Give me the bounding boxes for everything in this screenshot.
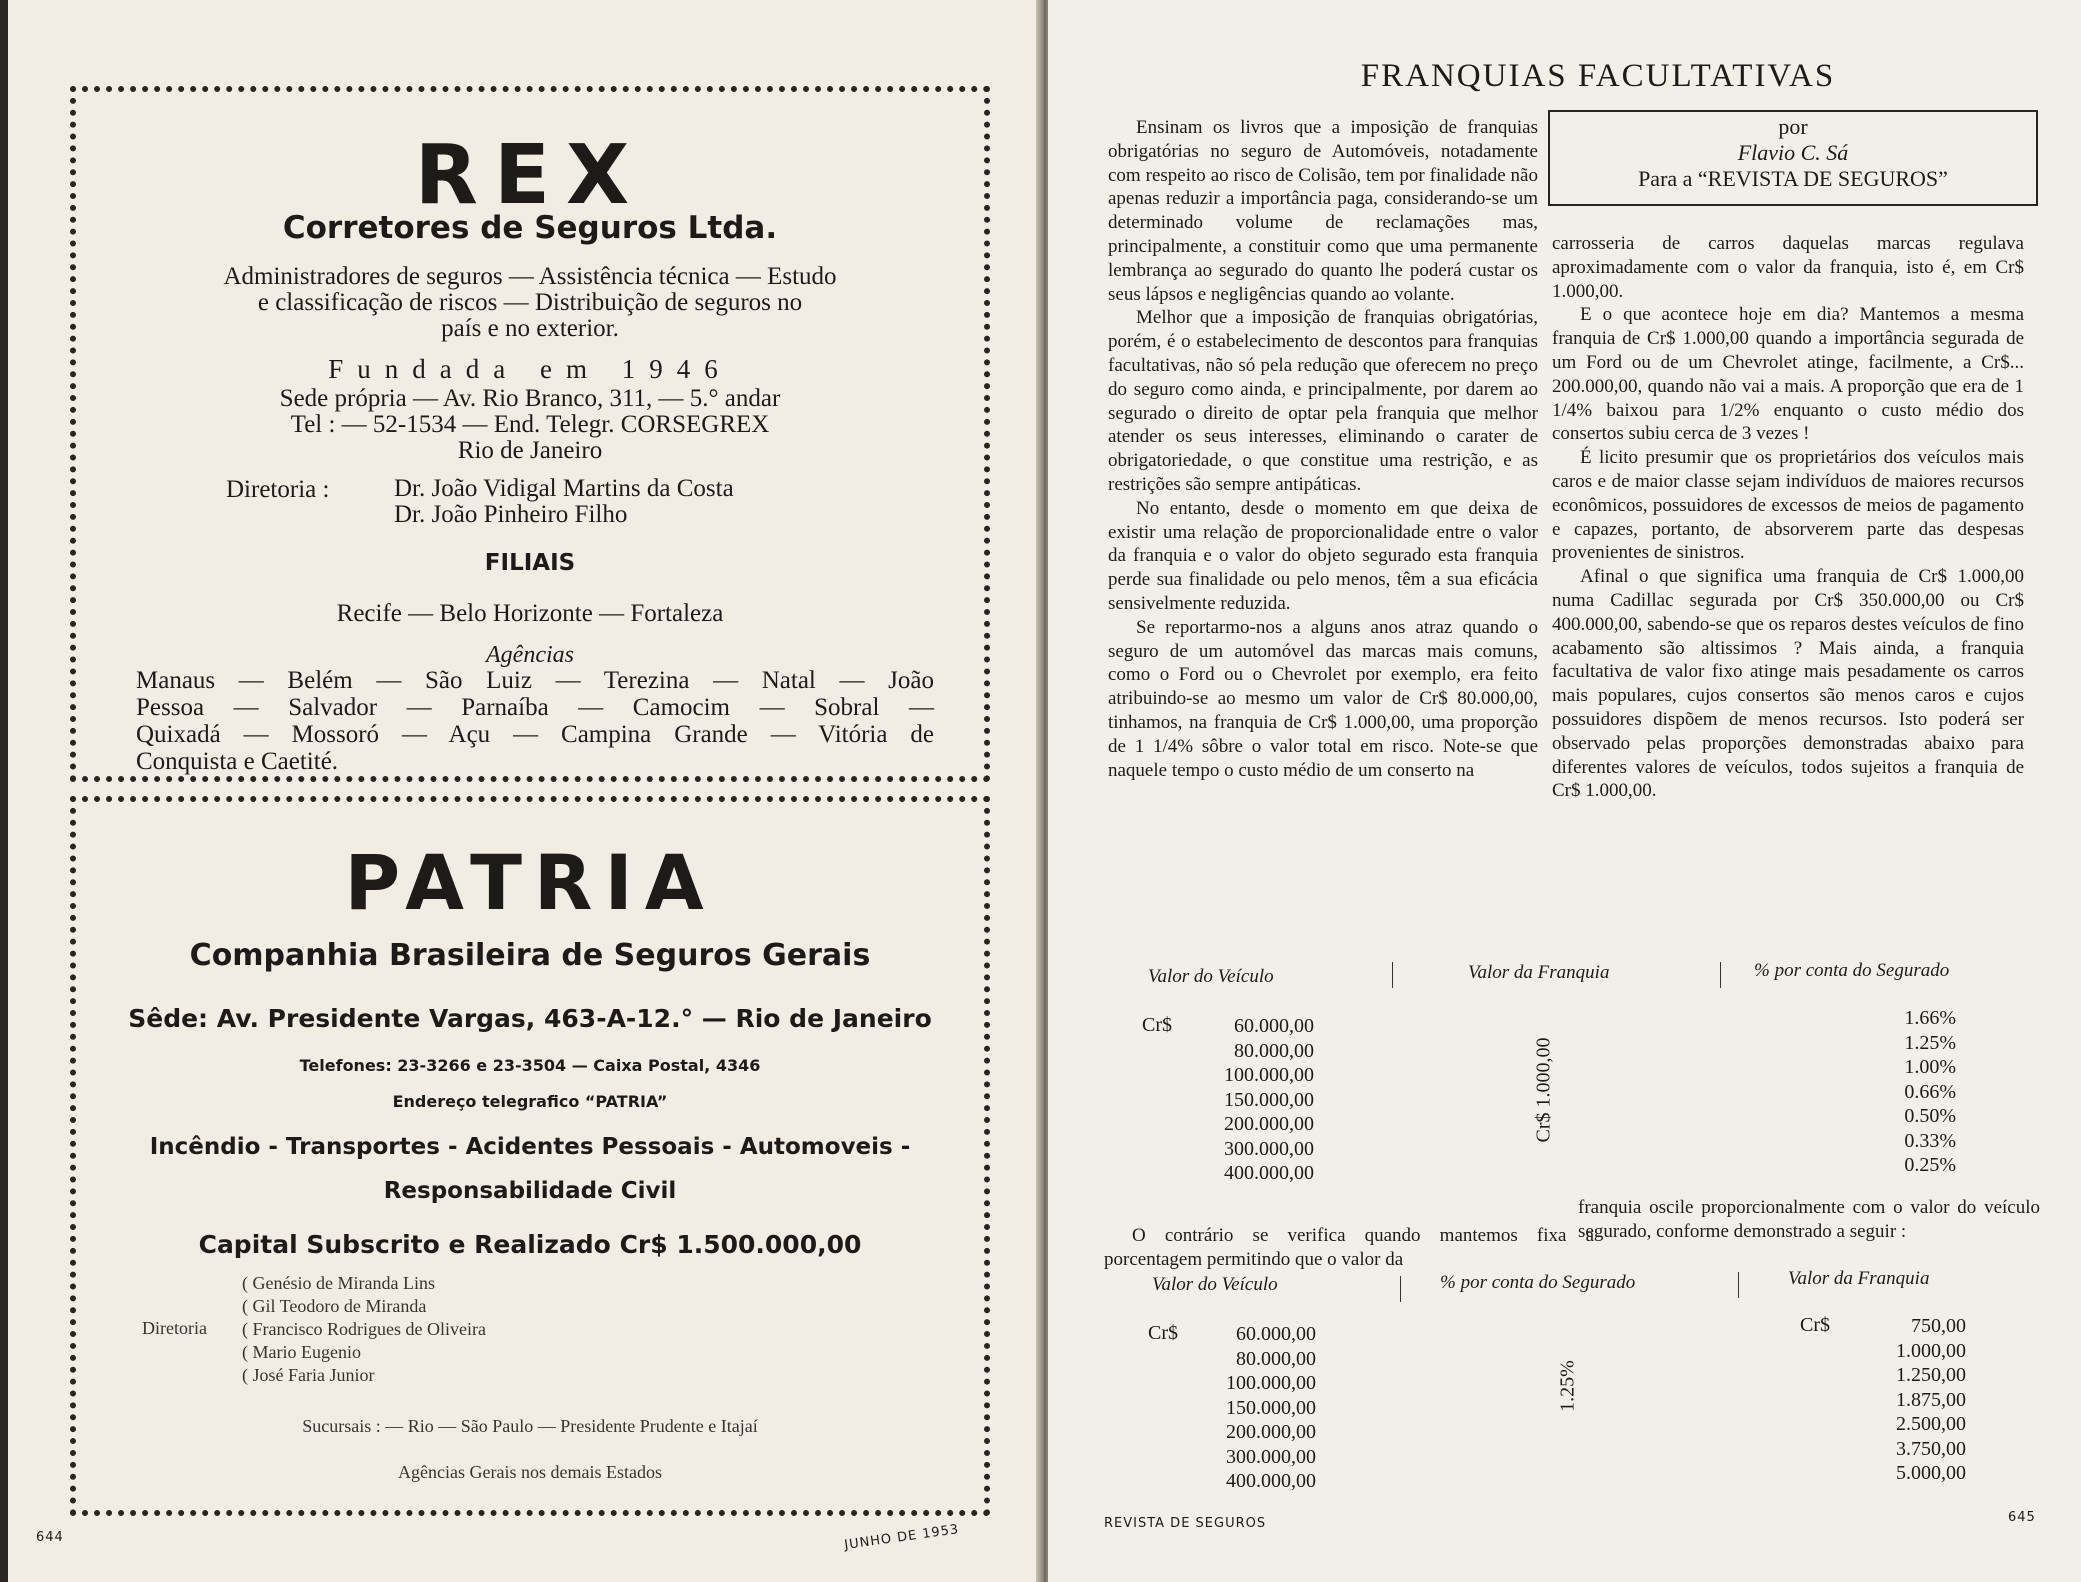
table-cell: 1.66%: [1904, 1007, 1956, 1029]
rex-subtitle: Corretores de Seguros Ltda.: [282, 210, 778, 246]
rex-address-line: Rio de Janeiro: [457, 437, 603, 464]
table-cell: 0.66%: [1904, 1080, 1956, 1103]
rex-director: Dr. João Pinheiro Filho: [394, 501, 628, 528]
rex-name: REX: [414, 128, 646, 223]
paragraph: Ensinam os livros que a imposição de franquias obrigatórias no seguro de Automóveis, notadamente com respeito ao risco de Colisão, tem por finalidade não apenas reduzir a importância paga, considerando-se um determinado volume de reclamações mas, principalmente, a constituir como que uma permanente lembrança ao segurado do quanto lhe poderá custar os seus lápsos e negligências quando ao volante.: [1108, 117, 1538, 305]
paragraph: Se reportarmo-nos a alguns anos atraz quando o seguro de um automóvel das marcas mais comuns, como o Ford ou o Chevrolet por exemplo, era feito atribuindo-se ao mesmo um valor de Cr$ 80.000,00, tinhamos, na franquia de Cr$ 1.000,00, uma proporção de 1 1/4% sôbre o valor total em risco. Note-se que naquele tempo o custo médio de um conserto na: [1108, 616, 1538, 781]
rex-filiais: Recife — Belo Horizonte — Fortaleza: [336, 600, 724, 627]
paragraph: E o que acontece hoje em dia? Mantemos a mesma franquia de Cr$ 1.000,00 quando a importância segurada de um Ford ou de um Chevrolet atinge, facilmente, a Cr$... 200.000,00, quando não vai a mais. A proporção que era de 1 1/4% baixou para 1/2% enquanto o custo médio dos consertos subiu cerca de 3 vezes !: [1552, 304, 2024, 445]
table-cell: 750,00: [1911, 1315, 1966, 1337]
patria-agencias: Agências Gerais nos demais Estados: [398, 1462, 662, 1482]
left-page: [8, 0, 1040, 1582]
table-cell: 1.25%: [1904, 1031, 1956, 1054]
rex-filiais-title: FILIAIS: [484, 550, 576, 576]
rex-address-line: Sede própria — Av. Rio Branco, 311, — 5.° andar: [279, 385, 781, 412]
article-column-1: [1108, 116, 1538, 946]
rex-address-line: Tel : — 52-1534 — End. Telegr. CORSEGREX: [290, 411, 770, 438]
patria-sucursais: Sucursais : — Rio — São Paulo — Presidente Prudente e Itajaí: [302, 1416, 758, 1436]
rex-desc-line: Administradores de seguros — Assistência técnica — Estudo: [223, 263, 837, 290]
left-page-number: 644: [36, 1530, 64, 1545]
patria-capital: Capital Subscrito e Realizado Cr$ 1.500.000,00: [198, 1230, 862, 1259]
table2-divider: [1400, 1276, 1401, 1302]
table-cell: 5.000,00: [1896, 1462, 1966, 1484]
patria-advertisement: [70, 796, 990, 1516]
table1-percent-column: [1838, 1006, 1956, 1178]
patria-telefones: Telefones: 23-3266 e 23-3504 — Caixa Postal, 4346: [299, 1056, 761, 1075]
table1-header-percent: % por conta do Segurado: [1754, 960, 1950, 981]
table1-header-valor-veiculo: Valor do Veículo: [1148, 966, 1274, 987]
table-cell: 300.000,00: [1226, 1445, 1316, 1468]
rex-diretoria: [394, 476, 734, 528]
table2-divider: [1738, 1272, 1739, 1298]
table-cell: 0.33%: [1904, 1129, 1956, 1152]
table1-divider: [1720, 962, 1721, 988]
patria-diretoria: [242, 1272, 486, 1387]
mid-paragraph-right: [1578, 1196, 2040, 1244]
table-cell: 400.000,00: [1224, 1162, 1314, 1184]
rex-description: [76, 264, 984, 342]
patria-director: ( Francisco Rodrigues de Oliveira: [242, 1319, 486, 1339]
rex-desc-line: e classificação de riscos — Distribuição de seguros no: [257, 289, 803, 316]
table-cell: 1.000,00: [1896, 1339, 1966, 1362]
paragraph: É licito presumir que os proprietários dos veículos mais caros e de maior classe sejam indivíduos de maiores recursos econômicos, possuidores de excessos de meios de pagamento e capazes, portanto, de absorverem parte das despesas provenientes de sinistros.: [1552, 447, 2024, 564]
rex-agencias-line: Quixadá — Mossoró — Açu — Campina Grande — Vitória de: [136, 721, 934, 748]
paragraph: No entanto, desde o momento em que deixa de existir uma relação de proporcionalidade entre o valor da franquia e o valor do objeto segurado esta franquia perde sua finalidade ou pelo menos, têm a sua eficácia sensivelmente reduzida.: [1108, 497, 1538, 614]
paragraph: Melhor que a imposição de franquias obrigatórias, porém, é o estabelecimento de descontos para franquias facultativas, não só pela redução que oferecem no preço do seguro como ainda, e principalmente, por darem ao segurado o direito de optar pela franquia que melhor atender os seus interesses, eliminando o carater de obrigatoriedade, o que constitue uma restrição, e as restrições são sempre antipáticas.: [1108, 307, 1538, 495]
table-cell: 150.000,00: [1224, 1088, 1314, 1111]
table2-header-valor-veiculo: Valor do Veículo: [1152, 1274, 1278, 1295]
patria-ramos: Incêndio - Transportes - Acidentes Pessoais - Automoveis -: [149, 1134, 911, 1160]
patria-director: ( José Faria Junior: [242, 1365, 375, 1385]
byline-source: Para a “REVISTA DE SEGUROS”: [1638, 166, 1948, 191]
mid-paragraph-left: [1104, 1224, 1594, 1272]
table-cell: 200.000,00: [1226, 1421, 1316, 1443]
patria-director: ( Genésio de Miranda Lins: [242, 1273, 435, 1293]
rex-founded: Fundada em 1946: [328, 354, 732, 384]
byline-box: [1548, 110, 2038, 206]
table1-currency: Cr$: [1142, 1014, 1172, 1036]
patria-endereco: Endereço telegrafico “PATRIA”: [392, 1092, 668, 1111]
table1-valores-column: [1198, 1014, 1314, 1186]
patria-director: ( Gil Teodoro de Miranda: [242, 1296, 427, 1316]
footer-title: REVISTA DE SEGUROS: [1104, 1516, 1267, 1531]
patria-name: PATRIA: [344, 838, 716, 927]
paragraph: Afinal o que significa uma franquia de Cr$ 1.000,00 numa Cadillac segurada por Cr$ 350.000,00 ou Cr$ 400.000,00, sabendo-se que os reparos destes veículos de fino acabamento são altissimos ? Mais ainda, a franquia facultativa de valor fixo atinge mais pesadamente os carros mais populares, cujos consertos são menos caros e cujos possuidores dispõem de menos recursos. Isto poderá ser observado pelas proporções demonstradas abaixo para diferentes valores de veículos, todos sujeitos a franquia de Cr$ 1.000,00.: [1552, 566, 2024, 802]
table2-franquias-column: [1868, 1314, 1966, 1486]
rex-desc-line: país e no exterior.: [441, 315, 619, 342]
table-cell: 80.000,00: [1234, 1039, 1314, 1062]
paragraph: O contrário se verifica quando mantemos fixa a porcentagem permitindo que o valor da: [1104, 1225, 1594, 1270]
table-cell: 200.000,00: [1224, 1113, 1314, 1135]
table-cell: 80.000,00: [1236, 1347, 1316, 1370]
byline-por: por: [1778, 114, 1808, 139]
issue-date: JUNHO DE 1953: [843, 1522, 961, 1553]
paragraph: franquia oscile proporcionalmente com o valor do veículo segurado, conforme demonstrado a seguir :: [1578, 1197, 2040, 1242]
table2-currency: Cr$: [1148, 1322, 1178, 1344]
table-cell: 3.750,00: [1896, 1437, 1966, 1460]
patria-director: ( Mario Eugenio: [242, 1342, 361, 1362]
byline-author: Flavio C. Sá: [1737, 140, 1849, 165]
table-cell: 400.000,00: [1226, 1470, 1316, 1492]
table-cell: 60.000,00: [1234, 1015, 1314, 1037]
table1-franquia-vertical: Cr$ 1.000,00: [1532, 1037, 1555, 1143]
rex-agencias-title: Agências: [486, 642, 574, 668]
rex-address: [76, 386, 984, 464]
patria-subtitle: Companhia Brasileira de Seguros Gerais: [189, 938, 871, 973]
table-cell: 300.000,00: [1224, 1137, 1314, 1160]
table-cell: 1.00%: [1904, 1056, 1956, 1078]
table-cell: 2.500,00: [1896, 1413, 1966, 1435]
table2-valores-column: [1204, 1322, 1316, 1494]
rex-agencias-line: Pessoa — Salvador — Parnaíba — Camocim — Sobral —: [136, 694, 934, 721]
table2-header-valor-franquia: Valor da Franquia: [1788, 1268, 1930, 1289]
right-page-number: 645: [2008, 1510, 2036, 1525]
table1-divider: [1392, 962, 1393, 988]
table-cell: 100.000,00: [1224, 1064, 1314, 1086]
table-cell: 150.000,00: [1226, 1396, 1316, 1419]
table-cell: 60.000,00: [1236, 1323, 1316, 1345]
patria-sede: Sêde: Av. Presidente Vargas, 463-A-12.° — Rio de Janeiro: [128, 1004, 932, 1033]
table-cell: 1.875,00: [1896, 1388, 1966, 1411]
rex-agencias: [136, 667, 934, 775]
rex-agencias-line: Manaus — Belém — São Luiz — Terezina — Natal — João: [136, 667, 934, 694]
paragraph: carrosseria de carros daquelas marcas regulava aproximadamente com o valor da franquia, isto é, em Cr$ 1.000,00.: [1552, 233, 2024, 302]
rex-advertisement: [70, 86, 990, 782]
table-cell: 100.000,00: [1226, 1372, 1316, 1394]
patria-ramos-2: Responsabilidade Civil: [383, 1178, 677, 1204]
article-column-2: [1552, 232, 2024, 942]
table1-header-valor-franquia: Valor da Franquia: [1468, 962, 1610, 983]
table2-header-percent: % por conta do Segurado: [1440, 1272, 1636, 1293]
rex-agencias-line: Conquista e Caetité.: [136, 748, 339, 775]
rex-director: Dr. João Vidigal Martins da Costa: [394, 475, 734, 502]
table-cell: 0.25%: [1904, 1154, 1956, 1176]
table-cell: 0.50%: [1904, 1105, 1956, 1127]
patria-diretoria-label: Diretoria: [142, 1318, 207, 1338]
rex-diretoria-label: Diretoria :: [226, 476, 330, 503]
table2-percent-vertical: 1.25%: [1556, 1360, 1579, 1412]
article-title: FRANQUIAS FACULTATIVAS: [1360, 58, 1836, 94]
table-cell: 1.250,00: [1896, 1364, 1966, 1386]
right-page: [1048, 0, 2081, 1582]
table2-currency-franquia: Cr$: [1800, 1314, 1830, 1336]
